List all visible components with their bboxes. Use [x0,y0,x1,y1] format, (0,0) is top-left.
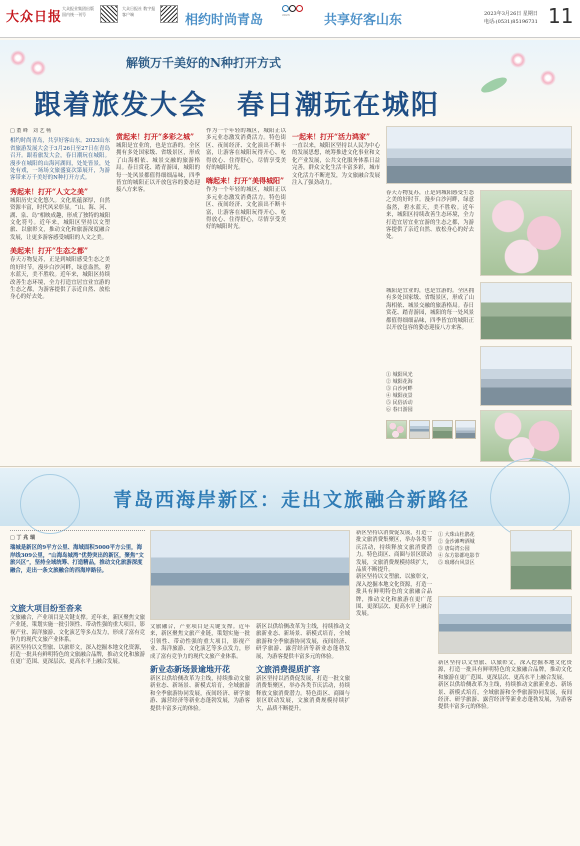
flower-decoration [10,50,26,66]
thumbnail-photo [455,420,476,439]
story2-column-4 [356,530,432,840]
body-text: 城阳历史文化悠久。文化底蕴深厚，自然资源丰富，时代风采彰显。“山、海、河、湖、泉、岛”相映成趣，形成了独特的城阳文化符号。近年来，城阳区坚持以文塑旅、以旅彰文，推动文化和旅游深度融合发展，让更多游客感受城阳的人文之美。 [10,197,110,241]
masthead-info-right: 大众日报社 数字报 客户端 [122,6,156,17]
story1-byline: □ 董 峰 刘 艺 畅 [10,128,52,134]
festival-photo [480,410,572,462]
body-text: 春天万物复苏，正是到城阳感受生态之美的好时节。漫步白沙河畔，绿意盎然，碧水蓝天，美不胜收。近年来，城阳区持续改善生态环境，全力打造宜居宜业宜游的生态之都，为游客提供了亲近自然、放松身心的好去处。 [386,190,474,241]
body-text: 新区坚持以文塑旅、以旅彰文，深入挖掘本地文化资源，打造一批具有鲜明特色的文旅融合品牌，推动文化和旅游在更广范围、更深层次、更高水平上融合发展。 [438,660,572,681]
masthead-info-left: 大众报业集团出版 国内统一刊号 [62,6,94,17]
body-text: 新区以供给侧改革为主线，持续推动文旅新业态、新场景、新模式培育，全域旅游和全季旅游协同发展，夜间经济、研学旅游、露营经济等新业态蓬勃发展，为游客提供丰富多元的体验。 [256,624,350,660]
body-text: 文旅融合，产业项目是关键支撑。近年来，新区聚焦文旅产业链，策划实施一批引领性、带动性强的重大项目，影视产业、海洋旅游、文化演艺等多点发力，形成了富有竞争力的现代文旅产业体系。 [10,615,145,644]
masthead: 大众日报 [6,10,63,25]
story2-headline: 青岛西海岸新区：走出文旅融合新路径 [113,489,471,511]
photo-caption: ③ 唐岛湾公园 [438,546,470,552]
story2-column-3 [256,530,350,840]
slogan-left: 相约时尚青岛 [185,13,264,28]
photo-caption: ⑤ 琅琊台风景区 [438,560,475,566]
photo-caption: ⑤ 民俗活动 [386,400,413,406]
conference-emblem [282,5,320,31]
photo-caption: ③ 白沙河畔 [386,386,413,392]
flower-decoration [540,70,556,86]
body-text: 作为一个年轻的城区，城阳正以多元业态激发消费活力。特色街区、夜间经济、文化演出不断丰富，让游客在城阳玩得开心、吃得放心、住得舒心，尽情享受美好的城阳时光。 [206,187,286,231]
body-text: 新区坚持以文塑旅、以旅彰文，深入挖掘本地文化资源，打造一批具有鲜明特色的文旅融合品牌，推动文化和旅游在更广范围、更深层次、更高水平上融合发展。 [10,644,145,666]
slogan-right: 共享好客山东 [324,13,403,28]
photo-caption: ④ 东方影都电影节 [438,553,480,559]
section-divider [0,466,580,467]
photo-caption: ② 城阳花海 [386,379,413,385]
beach-photo [438,596,572,654]
section-heading: 秀起来！打开“人文之美” [10,186,89,196]
wave-decoration [20,474,80,534]
newspaper-header [0,0,580,38]
phone-text: 电话:(0531)85196731 [484,19,538,25]
story2-column-1 [10,600,145,840]
section-heading: 赏起来！打开“多彩之城” [116,132,195,141]
body-text: 新区以供给侧改革为主线，持续推动文旅新业态、新场景、新模式培育，全域旅游和全季旅游协同发展，夜间经济、研学旅游、露营经济等新业态蓬勃发展，为游客提供丰富多元的体验。 [150,676,250,712]
story1-headline: 跟着旅发大会 春日潮玩在城阳 [34,90,440,121]
body-text: 作为一个年轻的城区，城阳正以多元业态激发消费活力。特色街区、夜间经济、文化演出不断丰富，让游客在城阳玩得开心、吃得放心、住得舒心，尽情享受美好的城阳时光。 [206,128,286,172]
mountain-photo [510,530,572,590]
photo-caption: ⑥ 春日游园 [386,407,413,413]
photo-caption: ② 金沙滩啤酒城 [438,539,475,545]
story1-column-5 [386,190,474,282]
cherry-blossom-photo [480,190,572,276]
lead-text: 瑞城是新区的9平方公里、海域面积5000平方公里，海岸线309公里，“山海岛城湾”优势突出的新区，聚焦“文旅兴区”，坚持全域统筹、打造精品，推动文化旅游深度融合，走出一条文旅融合的西海岸路径。 [10,545,144,574]
story2-byline: □ 丁 兆 瑞 [10,535,35,541]
flower-decoration [510,52,526,68]
park-photo [480,282,572,340]
photo-caption: ④ 城阳夜景 [386,393,413,399]
body-text: 新区以供给侧改革为主线，持续推动文旅新业态、新场景、新模式培育，全域旅游和全季旅游协同发展，夜间经济、研学旅游、露营经济等新业态蓬勃发展，为游客提供丰富多元的体验。 [438,682,572,711]
story1-column-4 [292,128,380,464]
story1-column-6 [386,288,474,368]
body-text: 文旅融合，产业项目是关键支撑。近年来，新区聚焦文旅产业链，策划实施一批引领性、带动性强的重大项目，影视产业、海洋旅游、文化演艺等多点发力，形成了富有竞争力的现代文旅产业体系。 [150,624,250,660]
body-text: 春天万物复苏，正是到城阳感受生态之美的好时节。漫步白沙河畔，绿意盎然，碧水蓝天，美不胜收。近年来，城阳区持续改善生态环境，全力打造宜居宜业宜游的生态之都，为游客提供了亲近自然、放松身心的好去处。 [10,257,110,301]
body-text: 新区坚持以文塑旅、以旅彰文，深入挖掘本地文化资源，打造一批具有鲜明特色的文旅融合品牌，推动文化和旅游在更广范围、更深层次、更高水平上融合发展。 [356,574,432,618]
night-view-photo [480,346,572,406]
thumbnail-photo [386,420,407,439]
story2-column-2 [150,624,250,840]
story2-column-5 [438,660,572,840]
story1-photo-captions [386,372,476,414]
emblem-year: 2023 [282,13,290,17]
section-heading: 文旅消费提质扩容 [256,664,320,675]
story1-column-1 [10,128,110,464]
body-text: 城阳是宜业的，也是宜游的。全区拥有多处国家级、省级景区，形成了山海相依、城景交融的旅游格局。春日赏花、踏青游园，城阳的每一处风景都值得细细品味，四季皆宜的城阳正以开放包容的姿态迎接八方来客。 [386,288,474,332]
body-text: 城阳是宜业的，也是宜游的。全区拥有多处国家级、省级景区，形成了山海相依、城景交融的旅游格局。春日赏花、踏青游园，城阳的每一处风景都值得细细品味，四季皆宜的城阳正以开放包容的姿态迎接八方来客。 [116,143,200,194]
qr-code-icon [160,5,178,23]
body-text: 新区坚持以消费促发展，打造一批文旅消费集聚区，举办各类节庆活动，持续释放文旅消费潜力。特色街区、商圈与景区联动发展，文旅消费规模持续扩大，品质不断提升。 [356,530,432,574]
page-number: 11 [548,4,574,28]
story1-subheadline: 解锁万千美好的N种打开方式 [126,56,281,70]
story2-photo-captions [438,532,508,567]
story1-column-3 [206,128,286,464]
issue-date [484,10,538,26]
city-skyline-photo [386,126,572,184]
thumbnail-photo [409,420,430,439]
photo-caption: ① 城阳风光 [386,372,413,378]
body-text: 一直以来，城阳区坚持以人民为中心的发展思想，统筹推进文化事业和文化产业发展，公共文化服务体系日益完善，群众文化生活丰富多彩，城市文化活力不断迸发，为文旅融合发展注入了强劲动力。 [292,143,380,187]
date-text: 2023年3月26日 星期日 [484,11,538,17]
body-text: 新区坚持以消费促发展，打造一批文旅消费集聚区，举办各类节庆活动，持续释放文旅消费潜力。特色街区、商圈与景区联动发展，文旅消费规模持续扩大，品质不断提升。 [256,676,350,712]
qr-code-icon [100,5,118,23]
story1-column-2 [116,128,200,464]
story1-intro: 相约时尚青岛，共享好客山东。2023山东省旅游发展大会于3月26日至27日在青岛召开。跟着旅发大会，春日潮玩在城阳。漫步在城阳的山海河湖间，处处皆景，处处有戏，一场场文旅盛宴次第展开，为游客带来万千美好的N种打开方式。 [10,138,110,182]
thumbnail-photo [432,420,453,439]
section-heading: 新业态新场景逾地开花 [150,664,230,675]
leaf-decoration [479,75,509,96]
story2-lead [10,530,145,595]
section-heading: 嗨起来！打开“美得城阳” [206,176,285,186]
section-heading: 一起来！打开“活力鸿家” [292,132,371,141]
wave-decoration [490,458,570,538]
section-heading: 文旅大项目纷至沓来 [10,603,82,613]
photo-caption: ① 大珠山杜鹃花 [438,532,475,538]
flower-decoration [30,60,46,76]
section-heading: 美起来！打开“生态之都” [10,246,89,256]
